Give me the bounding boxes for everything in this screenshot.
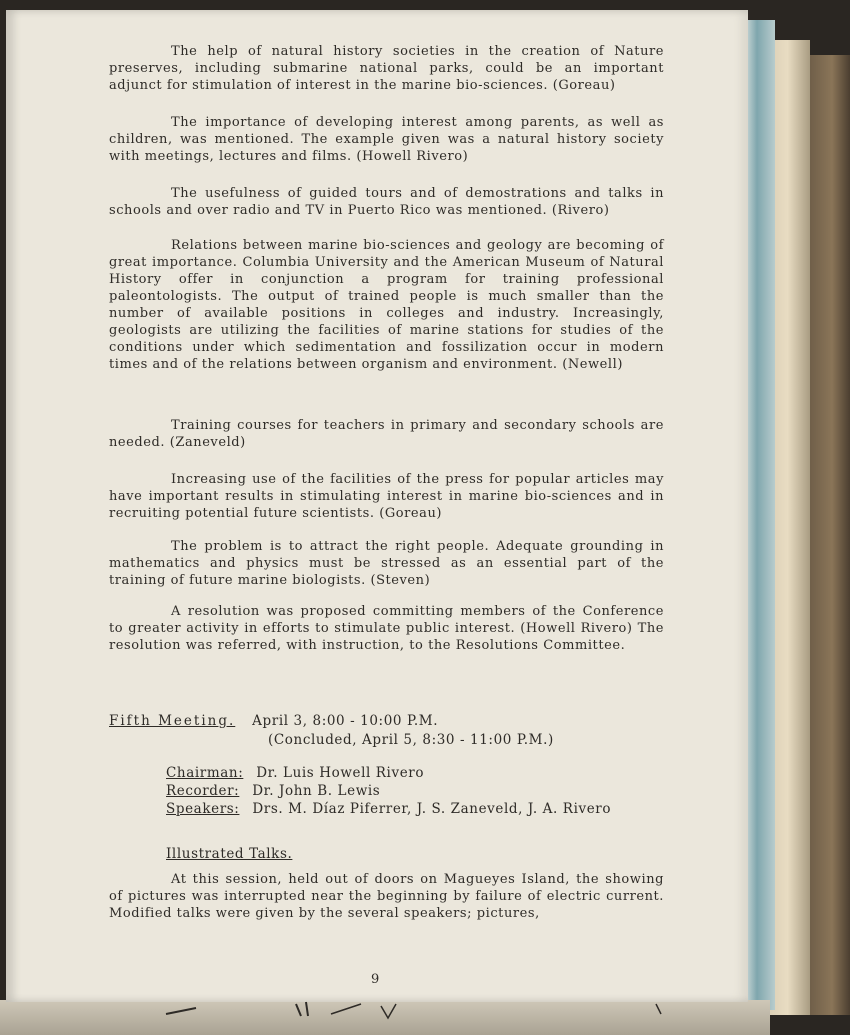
- paragraph-session: At this session, held out of doors on Magueyes Island, the showing of pictures was interrupted near the beginning by failure of electric current. Modified talks were given by the several speakers; pictures,: [109, 872, 664, 921]
- paragraph-geology: Relations between marine bio-sciences and geology are becoming of great importance. Columbia University and the American Museum of Natural History offer in conjunction a program for training professional paleontologists. The output of trained people is much smaller than the number of available positions in colleges and industry. Increasingly, geologists are utilizing the facilities of marine stations for studies of the conditions under which sedimentation and fossilization occur in modern times and of the relations between organism and environment. (Newell): [109, 238, 664, 372]
- meeting-header: [109, 713, 438, 729]
- page-number: 9: [371, 972, 380, 987]
- meeting-time: April 3, 8:00 - 10:00 P.M.: [252, 713, 439, 729]
- paragraph-press: Increasing use of the facilities of the press for popular articles may have important results in stimulating interest in marine bio-sciences and in recruiting potential future scientists. (Goreau): [109, 472, 664, 521]
- book-edge-back: [805, 55, 850, 1015]
- book-edge-front: [745, 20, 775, 1010]
- recorder-name: Dr. John B. Lewis: [252, 783, 381, 799]
- chairman-row: [166, 765, 424, 781]
- paragraph-guided-tours: The usefulness of guided tours and of demostrations and talks in schools and over radio and TV in Puerto Rico was mentioned. (Rivero): [109, 186, 664, 218]
- speakers-names: Drs. M. Díaz Piferrer, J. S. Zaneveld, J. A. Rivero: [252, 801, 612, 817]
- paragraph-parents-interest: The importance of developing interest among parents, as well as children, was mentioned. The example given was a natural history society with meetings, lectures and films. (Howell Rivero): [109, 115, 664, 164]
- speakers-row: [166, 801, 611, 817]
- recorder-row: [166, 783, 380, 799]
- document-page: [6, 10, 748, 1002]
- bottom-marks-decoration: [156, 1000, 676, 1020]
- meeting-heading: Fifth Meeting.: [109, 713, 236, 729]
- paragraph-training-courses: Training courses for teachers in primary and secondary schools are needed. (Zaneveld): [109, 418, 664, 450]
- paragraph-resolution: A resolution was proposed committing members of the Conference to greater activity in efforts to stimulate public interest. (Howell Rivero) The resolution was referred, with instruction, to the Resolutions Committee.: [109, 604, 664, 653]
- chairman-label: Chairman:: [166, 765, 244, 781]
- chairman-name: Dr. Luis Howell Rivero: [256, 765, 425, 781]
- meeting-concluded: (Concluded, April 5, 8:30 - 11:00 P.M.): [268, 732, 554, 748]
- speakers-label: Speakers:: [166, 801, 240, 817]
- recorder-label: Recorder:: [166, 783, 240, 799]
- paragraph-nature-preserves: The help of natural history societies in the creation of Nature preserves, including submarine national parks, could be an important adjunct for stimulation of interest in the marine bio-sciences. (Goreau): [109, 44, 664, 93]
- illustrated-talks-heading: Illustrated Talks.: [166, 846, 293, 862]
- paragraph-right-people: The problem is to attract the right people. Adequate grounding in mathematics and physics must be stressed as an essential part of the training of future marine biologists. (Steven): [109, 539, 664, 588]
